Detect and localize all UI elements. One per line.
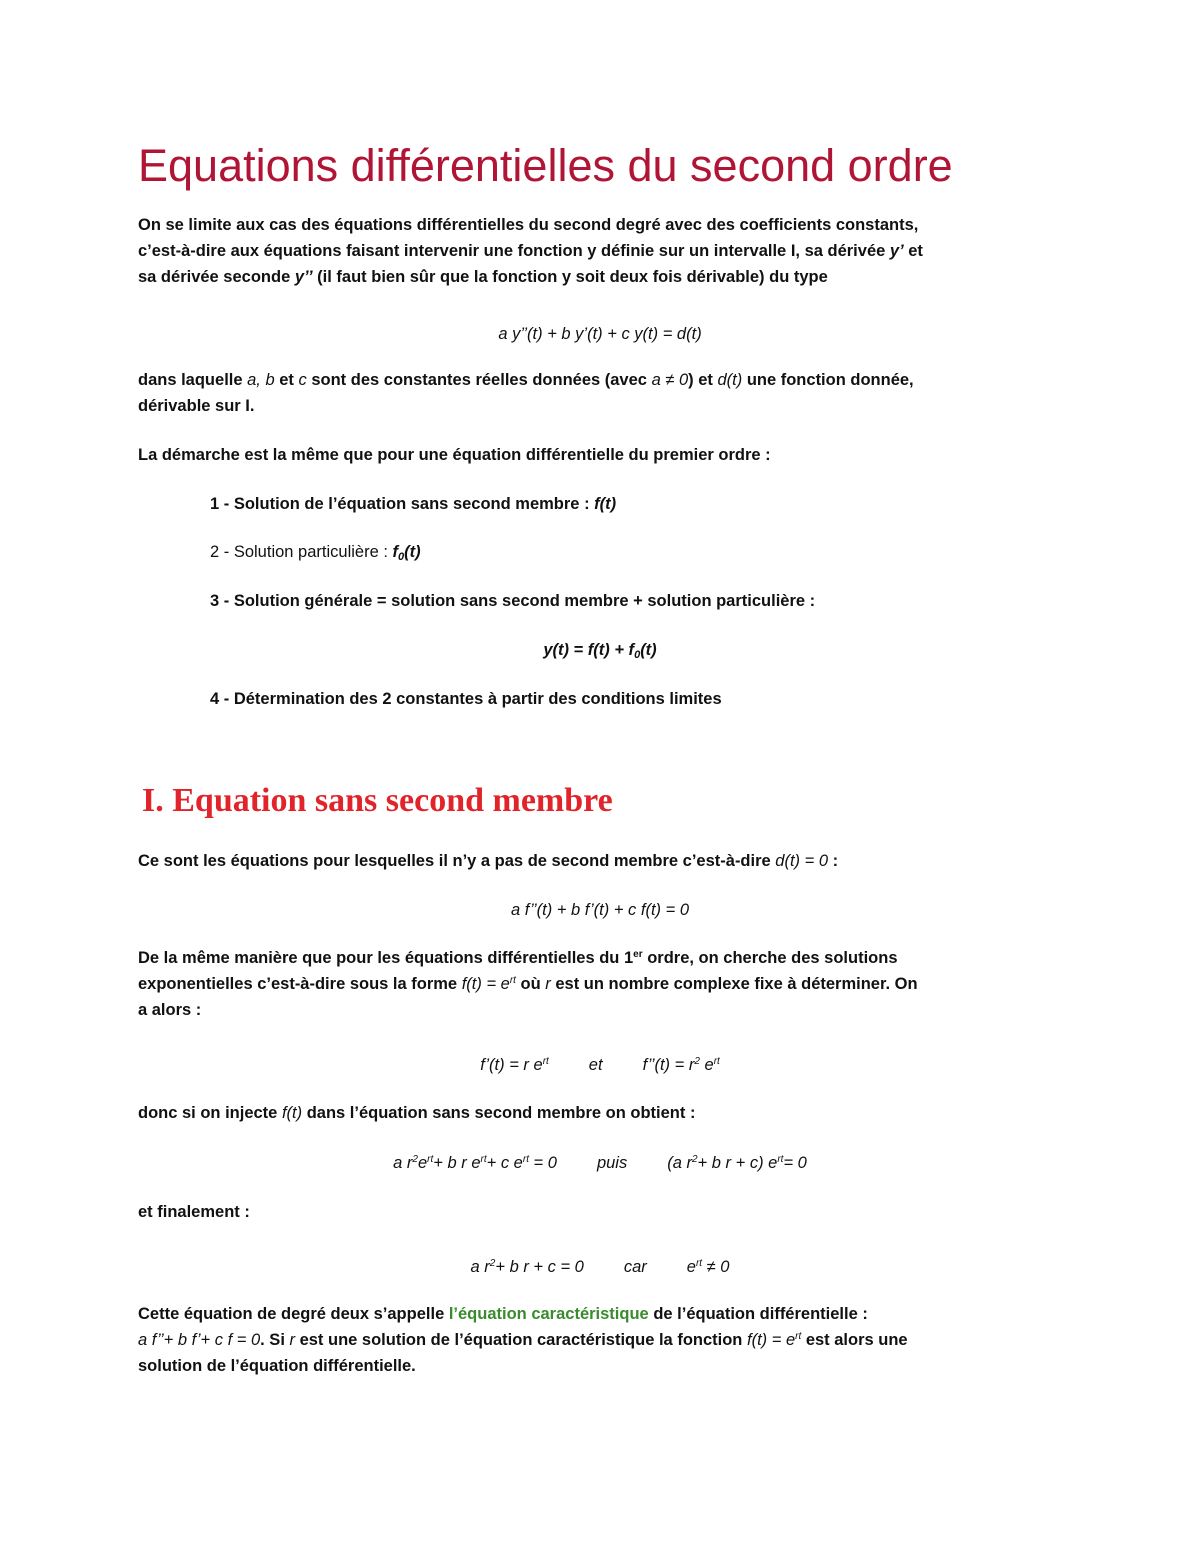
characteristic-equation: a $r^2+ b$ r + c = 0 car $e^{rt} \ne 0$ — [470, 1258, 730, 1276]
derivatives-equation: f’(t) = r $e^{rt}$ et f’’(t) = $r^2$ $e^{rt}$ — [480, 1056, 720, 1074]
step-1: 1 - Solution de l’équation sans second membre : f(t) — [210, 495, 617, 513]
step-2: 2 - Solution particulière : $f_0(t)$ — [210, 543, 421, 563]
section-title: I. Equation sans second membre — [142, 782, 613, 819]
main-equation: a y’’(t) + b y’(t) + c y(t) = d(t) — [498, 325, 702, 343]
exponential-paragraph: De la même manière que pour les équations différentielles du 1er ordre, on cherche des solutions exponentielles c’est-à-dire sous la forme $f(t) = e^{rt}$ où r est un nombre complexe fixe à déterminer. On a alors : — [138, 949, 918, 1019]
intro-paragraph — [138, 212, 1062, 290]
intro-line-2: c’est-à-dire aux équations faisant intervenir une fonction y définie sur un intervalle I, sa dérivée y’ et — [138, 242, 923, 260]
step-4: 4 - Détermination des 2 constantes à partir des conditions limites — [210, 690, 722, 708]
constants-paragraph: dans laquelle a, b et c sont des constantes réelles données (avec a ≠ 0) et d(t) une fonction donnée, dérivable sur I. — [138, 371, 914, 415]
demarche-paragraph: La démarche est la même que pour une équation différentielle du premier ordre : — [138, 446, 771, 464]
conclusion-paragraph: Cette équation de degré deux s’appelle l’équation caractéristique de l’équation différentielle : a f’’+ b f’+ c f = 0. Si r est une solution de l’équation caractéristique la fonction $f(t) = e^{rt}$ est alors une solution de l’équation différentielle. — [138, 1305, 908, 1375]
general-solution-equation: $y(t) = f(t) + f_0(t)$ — [543, 641, 657, 661]
substituted-equation: a $r^2e^{rt}+ b$ r $e^{rt}+ c$ $e^{rt} = 0$ puis (a $r^2+ b$ r + c) $e^{rt}= 0$ — [393, 1154, 807, 1172]
intro-line-1: On se limite aux cas des équations différentielles du second degré avec des coefficients constants, — [138, 216, 919, 234]
highlighted-term: l’équation caractéristique — [448, 1305, 649, 1323]
finally-paragraph: et finalement : — [138, 1203, 250, 1221]
page-title: Equations différentielles du second ordre — [138, 140, 953, 191]
section-intro-paragraph: Ce sont les équations pour lesquelles il n’y a pas de second membre c’est-à-dire d(t) = 0 : — [138, 852, 839, 870]
intro-line-3: sa dérivée seconde y’’ (il faut bien sûr que la fonction y soit deux fois dérivable) du type — [138, 268, 828, 286]
homogeneous-equation: a f’’(t) + b f’(t) + c f(t) = 0 — [510, 901, 690, 919]
injection-paragraph: donc si on injecte f(t) dans l’équation sans second membre on obtient : — [138, 1104, 696, 1122]
step-3: 3 - Solution générale = solution sans second membre + solution particulière : — [210, 592, 816, 610]
